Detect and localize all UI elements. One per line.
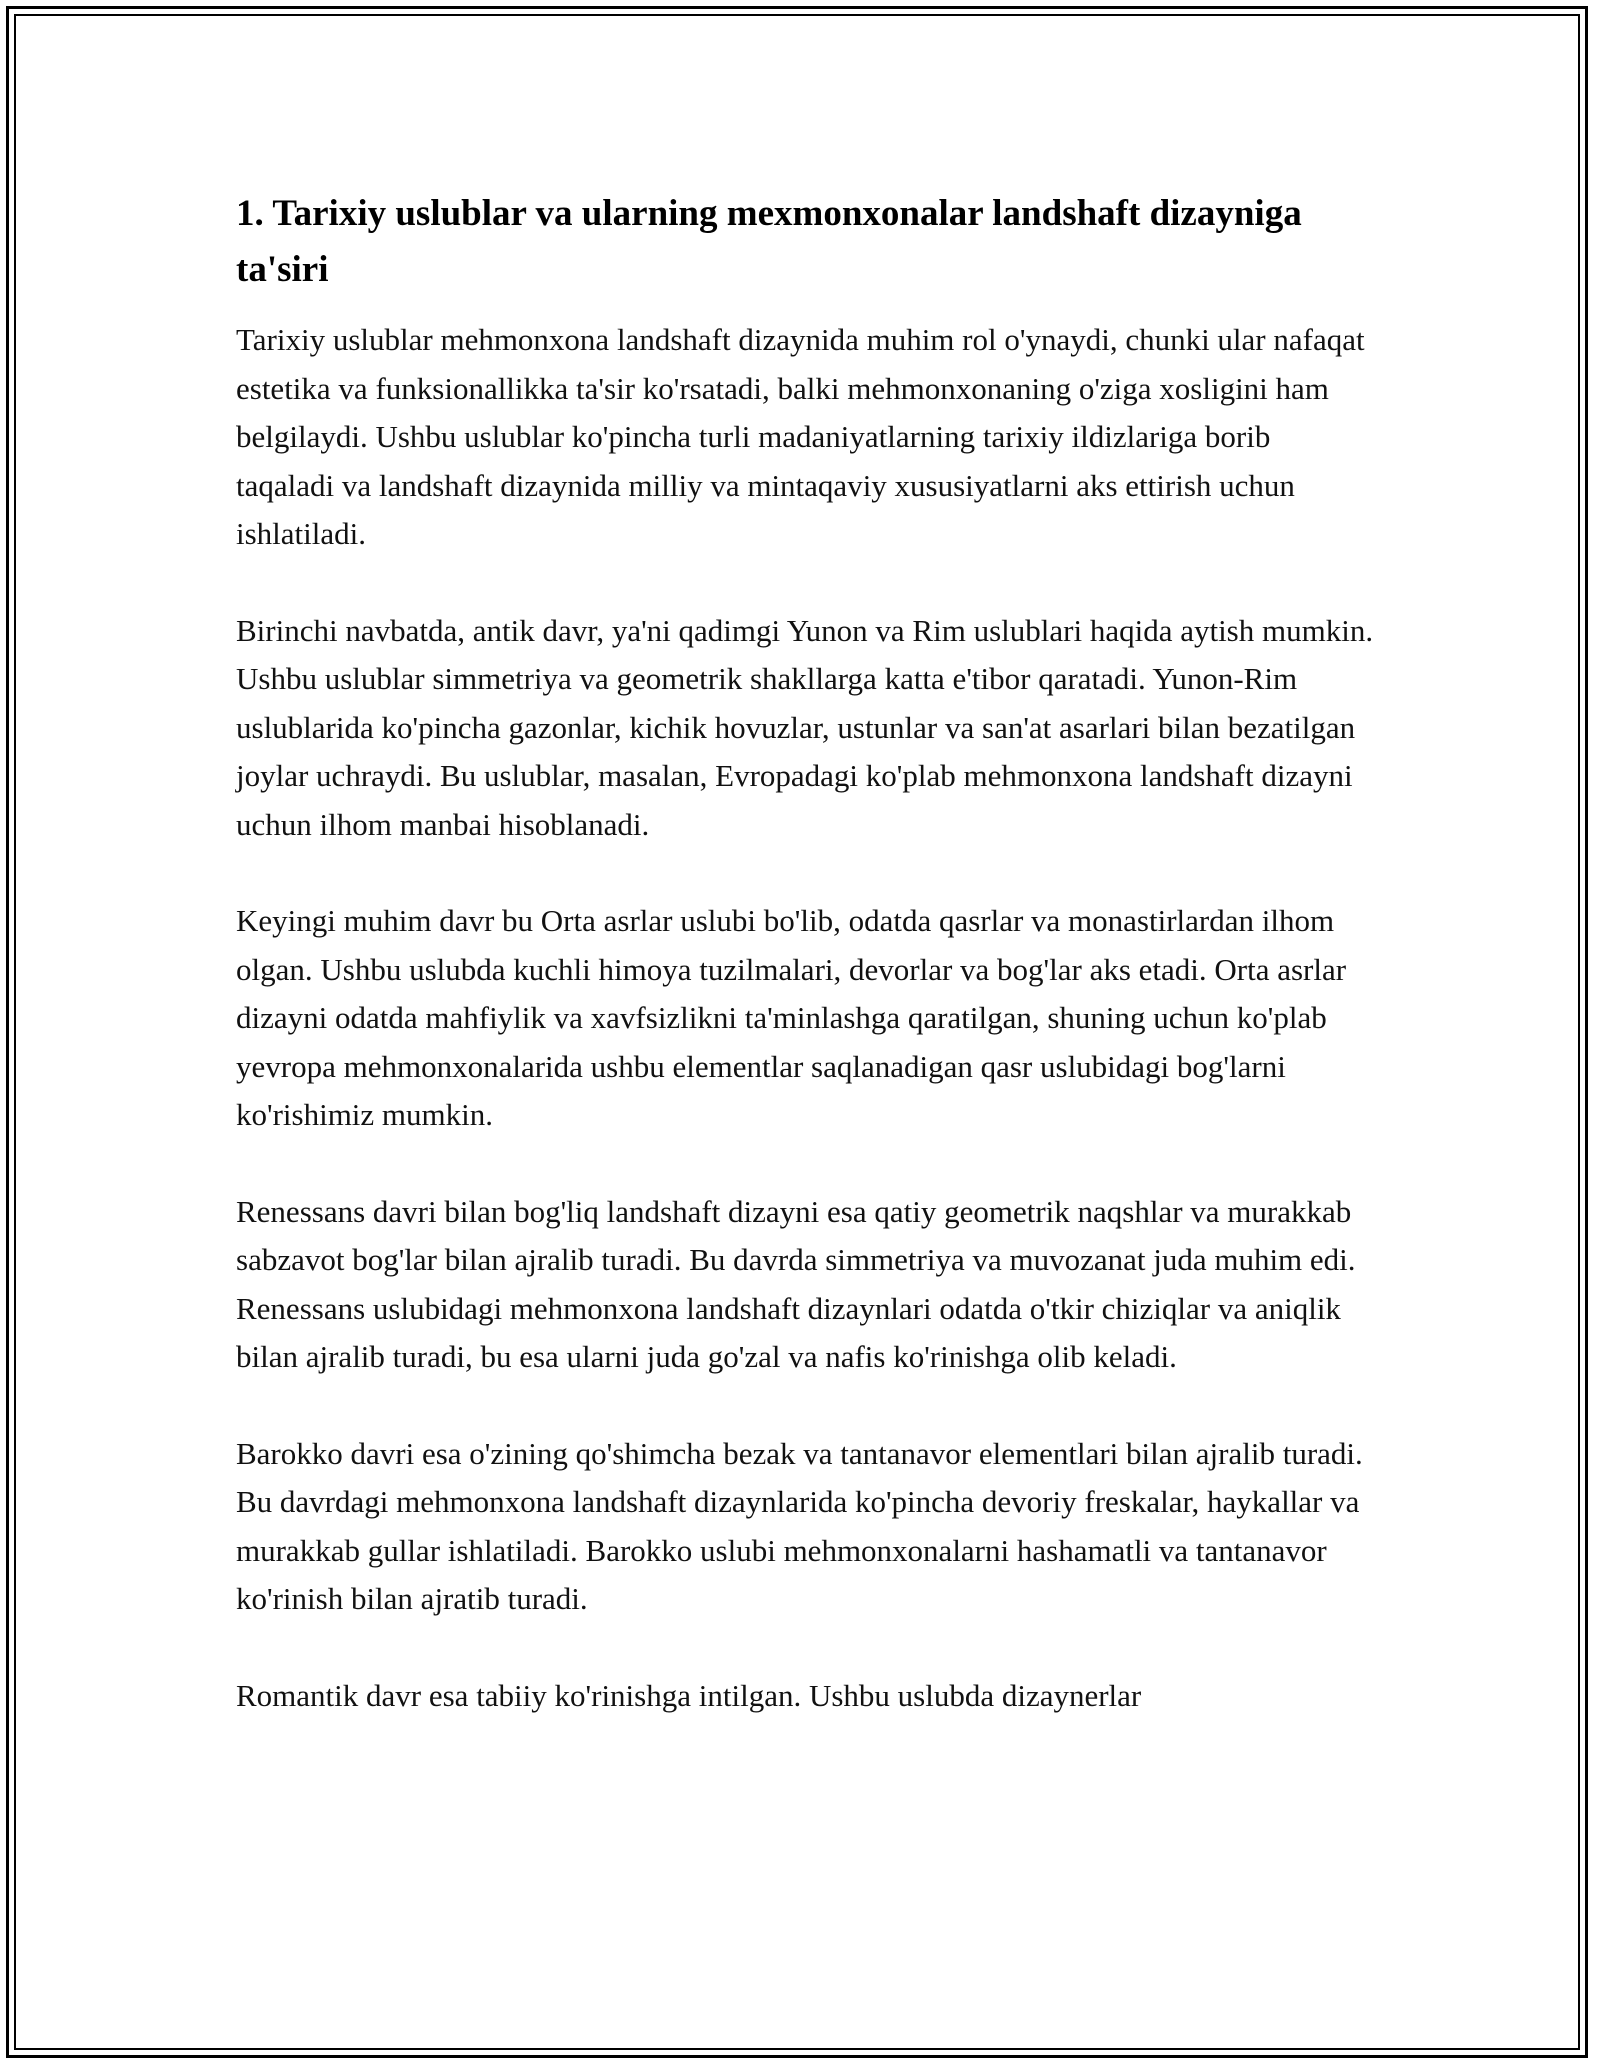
section-heading: 1. Tarixiy uslublar va ularning mexmonxonalar landshaft dizayniga ta'siri [236, 193, 1302, 290]
paragraph-4: Renessans davri bilan bog'liq landshaft dizayni esa qatiy geometrik naqshlar va murakkab sabzavot bog'lar bilan ajralib turadi. Bu davrda simmetriya va muvozanat juda muhim edi. Renessans uslubidagi mehmonxona landshaft dizaynlari odatda o'tkir chiziqlar va aniqlik bilan ajralib turadi, bu esa ularni juda go'zal va nafis ko'rinishga olib keladi. [236, 1193, 1356, 1374]
paragraph-2: Birinchi navbatda, antik davr, ya'ni qadimgi Yunon va Rim uslublari haqida aytish mumkin. Ushbu uslublar simmetriya va geometrik shakllarga katta e'tibor qaratadi. Yunon-Rim uslublarida ko'pincha gazonlar, kichik hovuzlar, ustunlar va san'at asarlari bilan bezatilgan joylar uchraydi. Bu uslublar, masalan, Evropadagi ko'plab mehmonxona landshaft dizayni uchun ilhom manbai hisoblanadi. [236, 612, 1374, 842]
paragraph-5: Barokko davri esa o'zining qo'shimcha bezak va tantanavor elementlari bilan ajralib turadi. Bu davrdagi mehmonxona landshaft dizaynlarida ko'pincha devoriy freskalar, haykallar va murakkab gullar ishlatiladi. Barokko uslubi mehmonxonalarni hashamatli va tantanavor ko'rinish bilan ajratib turadi. [236, 1435, 1363, 1616]
document-body [236, 186, 1376, 1768]
paragraph-1: Tarixiy uslublar mehmonxona landshaft dizaynida muhim rol o'ynaydi, chunki ular nafaqat estetika va funksionallikka ta'sir ko'rsatadi, balki mehmonxonaning o'ziga xosligini ham belgilaydi. Ushbu uslublar ko'pincha turli madaniyatlarning tarixiy ildizlariga borib taqaladi va landshaft dizaynida milliy va mintaqaviy xususiyatlarni aks ettirish uchun ishlatiladi. [236, 322, 1365, 551]
paragraph-6: Romantik davr esa tabiiy ko'rinishga intilgan. Ushbu uslubda dizaynerlar [236, 1677, 1142, 1713]
paragraph-3: Keyingi muhim davr bu Orta asrlar uslubi bo'lib, odatda qasrlar va monastirlardan ilhom olgan. Ushbu uslubda kuchli himoya tuzilmalari, devorlar va bog'lar aks etadi. Orta asrlar dizayni odatda mahfiylik va xavfsizlikni ta'minlashga qaratilgan, shuning uchun ko'plab yevropa mehmonxonalarida ushbu elementlar saqlanadigan qasr uslubidagi bog'larni ko'rishimiz mumkin. [236, 903, 1347, 1132]
